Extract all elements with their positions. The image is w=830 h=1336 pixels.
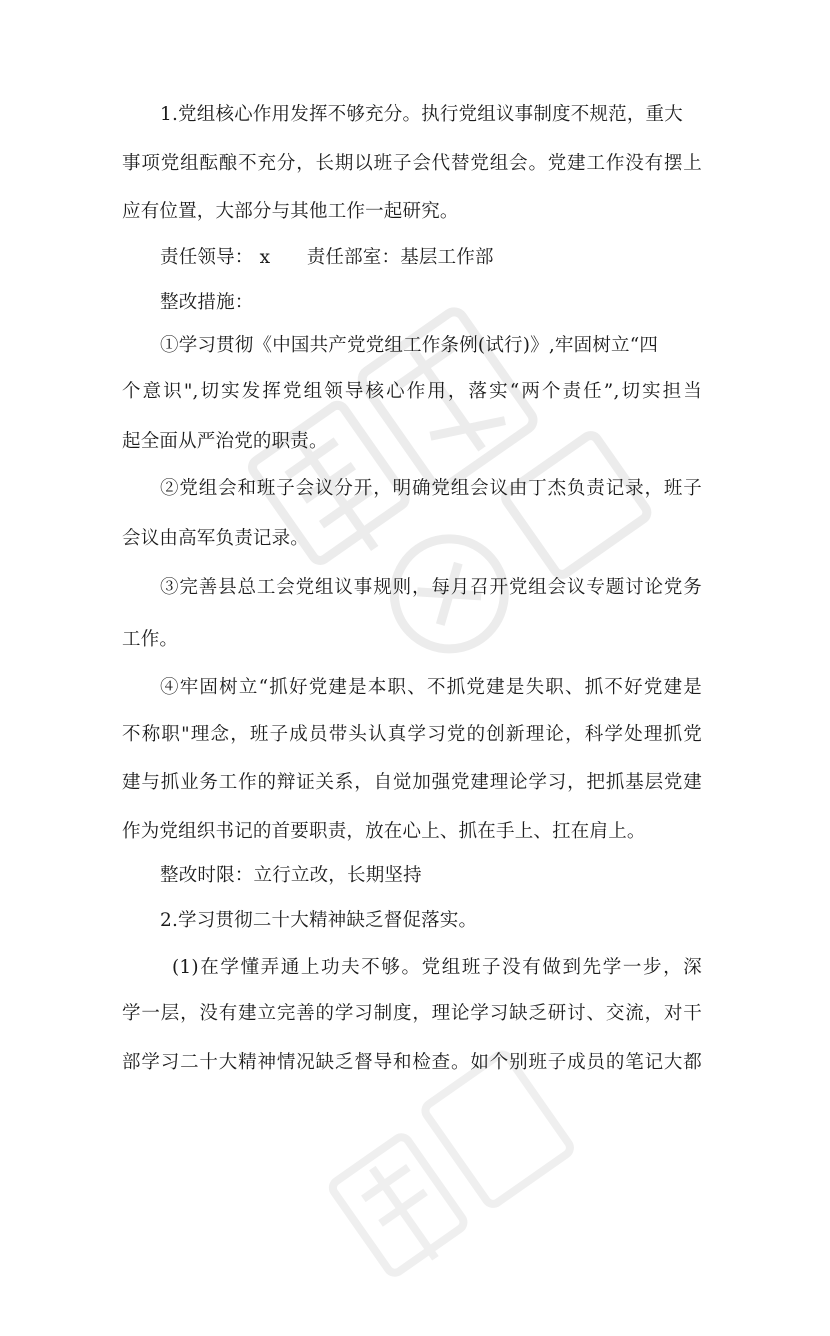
text-line-2-1b: 学一层，没有建立完善的学习制度，理论学习缺乏研讨、交流，对干 <box>122 1003 702 1024</box>
text-line-measure-1c: 起全面从严治党的职责。 <box>122 431 328 452</box>
text-line-2-1c: 部学习二十大精神情况缺乏督导和检查。如个别班子成员的笔记大都 <box>122 1052 702 1073</box>
section-heading-2: 2.学习贯彻二十大精神缺乏督促落实。 <box>160 910 478 931</box>
responsibility-line: 责任领导： x 责任部室：基层工作部 <box>160 247 494 268</box>
text-line-measure-2a: ②党组会和班子会议分开，明确党组会议由丁杰负责记录，班子 <box>160 478 702 499</box>
text-line-measure-3b: 工作。 <box>122 629 179 650</box>
section-heading-measures: 整改措施： <box>160 292 254 313</box>
text-line-measure-4b: 不称职"理念，班子成员带头认真学习党的创新理论，科学处理抓党 <box>122 724 702 745</box>
text-line-measure-1b: 个意识",切实发挥党组领导核心作用，落实“两个责任”,切实担当 <box>122 381 702 402</box>
text-line-measure-2b: 会议由高军负责记录。 <box>122 528 310 549</box>
text-line-2: 事项党组酝酿不充分，长期以班子会代替党组会。党建工作没有摆上 <box>122 153 702 174</box>
text-line-measure-4a: ④牢固树立“抓好党建是本职、不抓党建是失职、抓不好党建是 <box>160 677 702 698</box>
text-line-measure-1a: ①学习贯彻《中国共产党党组工作条例(试行)》,牢固树立“四 <box>160 335 659 356</box>
text-line-measure-4c: 建与抓业务工作的辩证关系，自觉加强党建理论学习，把抓基层党建 <box>122 772 702 793</box>
deadline-line: 整改时限：立行立改，长期坚持 <box>160 865 422 886</box>
text-line-2-1a: (1)在学懂弄通上功夫不够。党组班子没有做到先学一步，深 <box>172 957 702 978</box>
text-line-1: 1.党组核心作用发挥不够充分。执行党组议事制度不规范，重大 <box>160 104 683 125</box>
text-line-measure-4d: 作为党组织书记的首要职责，放在心上、抓在手上、扛在肩上。 <box>122 821 646 842</box>
text-line-3: 应有位置，大部分与其他工作一起研究。 <box>122 201 459 222</box>
text-line-measure-3a: ③完善县总工会党组议事规则，每月召开党组会议专题讨论党务 <box>160 577 702 598</box>
